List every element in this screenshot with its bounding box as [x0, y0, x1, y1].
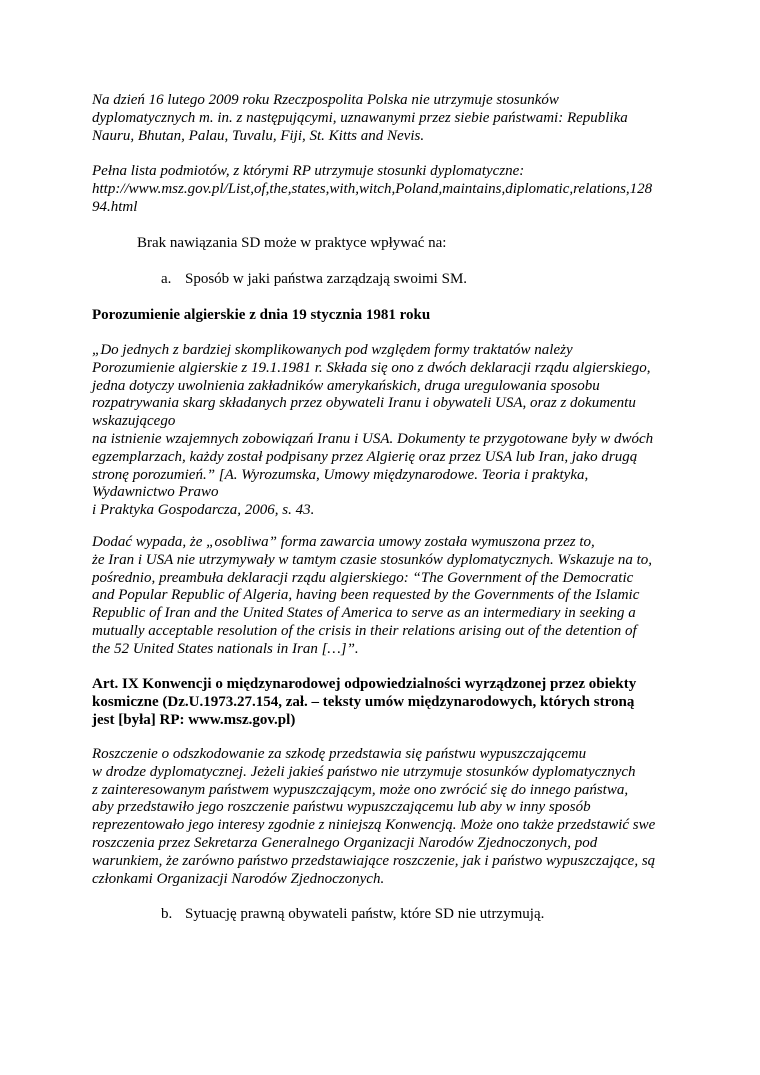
full-list-paragraph: Pełna lista podmiotów, z którymi RP utrzymuje stosunki dyplomatyczne: http://www.msz.gov.pl/List,of,the,states,with,witch,Poland,maintains,diplomatic,relations,128 94.html	[92, 163, 653, 215]
list-item-b	[161, 905, 751, 923]
heading-space-convention: Art. IX Konwencji o międzynarodowej odpowiedzialności wyrządzonej przez obiekty kosmiczne (Dz.U.1973.27.154, zał. – teksty umów międzynarodowych, których stroną jest [była] RP: www.msz.gov.pl)	[92, 676, 637, 728]
heading-algiers-accords: Porozumienie algierskie z dnia 19 stycznia 1981 roku	[92, 307, 431, 323]
list-item-text: Sytuację prawną obywateli państw, które SD nie utrzymują.	[185, 906, 545, 922]
note-paragraph: Na dzień 16 lutego 2009 roku Rzeczpospolita Polska nie utrzymuje stosunków dyplomatycznych m. in. z następującymi, uznawanymi przez siebie państwami: Republika Nauru, Bhutan, Palau, Tuvalu, Fiji, St. Kitts and Nevis.	[92, 92, 628, 144]
list-item-text: Sposób w jaki państwa zarządzają swoimi SM.	[185, 271, 468, 287]
intro-text: Brak nawiązania SD może w praktyce wpływać na:	[137, 235, 447, 251]
list-item-a	[161, 270, 751, 288]
list-marker: b.	[161, 906, 173, 922]
quote-paragraph: „Do jednych z bardziej skomplikowanych pod względem formy traktatów należy Porozumienie algierskie z 19.1.1981 r. Składa się ono z dwóch deklaracji rządu algierskiego, jedna dotyczy uwolnienia zakładników amerykańskich, druga uregulowania sposobu rozpatrywania skarg składanych przez obywateli Iranu i obywateli USA, oraz z dokumentu wskazującego na istnienie wzajemnych zobowiązań Iranu i USA. Dokumenty te przygotowane były w dwóch egzemplarzach, każdy został podpisany przez Algierię oraz przez USA lub Iran, jako drugą stronę porozumień.” [A. Wyrozumska, Umowy międzynarodowe. Teoria i praktyka, Wydawnictwo Prawo i Praktyka Gospodarcza, 2006, s. 43.	[92, 342, 654, 519]
commentary-paragraph: Dodać wypada, że „osobliwa” forma zawarcia umowy została wymuszona przez to, że Iran i USA nie utrzymywały w tamtym czasie stosunków dyplomatycznych. Wskazuje na to, pośrednio, preambuła deklaracji rządu algierskiego: “The Government of the Democratic and Popular Republic of Algeria, having been requested by the Governments of the Islamic Republic of Iran and the United States of America to serve as an intermediary in seeking a mutually acceptable resolution of the crisis in their relations arising out of the detention of the 52 United States nationals in Iran […]”.	[92, 534, 653, 657]
convention-quote-paragraph: Roszczenie o odszkodowanie za szkodę przedstawia się państwu wypuszczającemu w drodze dyplomatycznej. Jeżeli jakieś państwo nie utrzymuje stosunków dyplomatycznych z zainteresowanym państwem wypuszczającym, może ono zwrócić się do innego państwa, aby przedstawiło jego roszczenie państwu wypuszczającemu lub aby w inny sposób reprezentowało jego interesy zgodnie z niniejszą Konwencją. Może ono także przedstawić swe roszczenia przez Sekretarza Generalnego Organizacji Narodów Zjednoczonych, pod warunkiem, że zarówno państwo przedstawiające roszczenie, jak i państwo wypuszczające, są członkami Organizacji Narodów Zjednoczonych.	[92, 746, 656, 887]
list-marker: a.	[161, 271, 172, 287]
